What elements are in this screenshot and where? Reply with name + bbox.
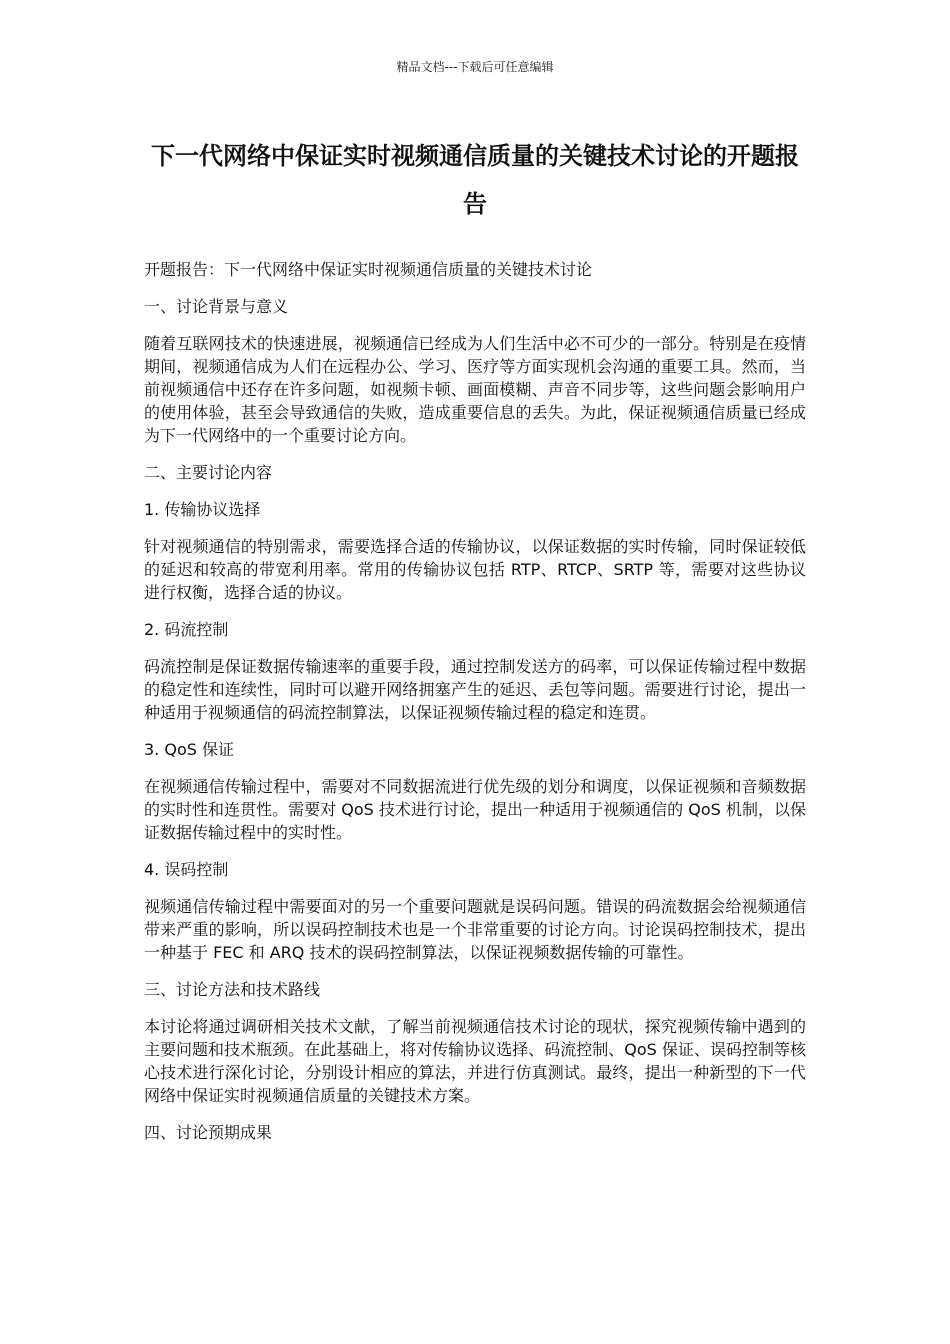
document-body	[144, 258, 806, 1158]
section-heading-method: 三、讨论方法和技术路线	[144, 980, 321, 999]
subheading-qos: 3. QoS 保证	[144, 740, 234, 759]
paragraph-method: 本讨论将通过调研相关技术文献，了解当前视频通信技术讨论的现状，探究视频传输中遇到的主要问题和技术瓶颈。在此基础上，将对传输协议选择、码流控制、QoS 保证、误码控制等核心技术进行深化讨论，分别设计相应的算法，并进行仿真测试。最终，提出一种新型的下一代网络中保证实时视频通信质量的关键技术方案。	[144, 1017, 806, 1105]
section-heading-background: 一、讨论背景与意义	[144, 297, 289, 316]
section-heading-main-content: 二、主要讨论内容	[144, 463, 273, 482]
paragraph-rate-control: 码流控制是保证数据传输速率的重要手段，通过控制发送方的码率，可以保证传输过程中数据的稳定性和连续性，同时可以避开网络拥塞产生的延迟、丢包等问题。需要进行讨论，提出一种适用于视频通信的码流控制算法，以保证视频传输过程的稳定和连贯。	[144, 657, 806, 722]
paragraph-protocol: 针对视频通信的特别需求，需要选择合适的传输协议，以保证数据的实时传输，同时保证较低的延迟和较高的带宽利用率。常用的传输协议包括 RTP、RTCP、SRTP 等，需要对这些协议进行权衡，选择合适的协议。	[144, 537, 806, 602]
paragraph-error-control: 视频通信传输过程中需要面对的另一个重要问题就是误码问题。错误的码流数据会给视频通信带来严重的影响，所以误码控制技术也是一个非常重要的讨论方向。讨论误码控制技术，提出一种基于 FEC 和 ARQ 技术的误码控制算法，以保证视频数据传输的可靠性。	[144, 897, 806, 962]
report-subtitle: 开题报告：下一代网络中保证实时视频通信质量的关键技术讨论	[144, 260, 593, 279]
section-heading-expected-results: 四、讨论预期成果	[144, 1123, 273, 1142]
subheading-rate-control: 2. 码流控制	[144, 620, 229, 639]
subheading-error-control: 4. 误码控制	[144, 860, 229, 879]
paragraph-qos: 在视频通信传输过程中，需要对不同数据流进行优先级的划分和调度，以保证视频和音频数据的实时性和连贯性。需要对 QoS 技术进行讨论，提出一种适用于视频通信的 QoS 机制，以保证数据传输过程中的实时性。	[144, 777, 806, 842]
subheading-protocol: 1. 传输协议选择	[144, 500, 261, 519]
document-title: 下一代网络中保证实时视频通信质量的关键技术讨论的开题报告	[151, 142, 799, 218]
header-note: 精品文档---下载后可任意编辑	[396, 60, 554, 74]
paragraph-background: 随着互联网技术的快速进展，视频通信已经成为人们生活中必不可少的一部分。特别是在疫情期间，视频通信成为人们在远程办公、学习、医疗等方面实现机会沟通的重要工具。然而，当前视频通信中还存在许多问题，如视频卡顿、画面模糊、声音不同步等，这些问题会影响用户的使用体验，甚至会导致通信的失败，造成重要信息的丢失。为此，保证视频通信质量已经成为下一代网络中的一个重要讨论方向。	[144, 334, 806, 445]
